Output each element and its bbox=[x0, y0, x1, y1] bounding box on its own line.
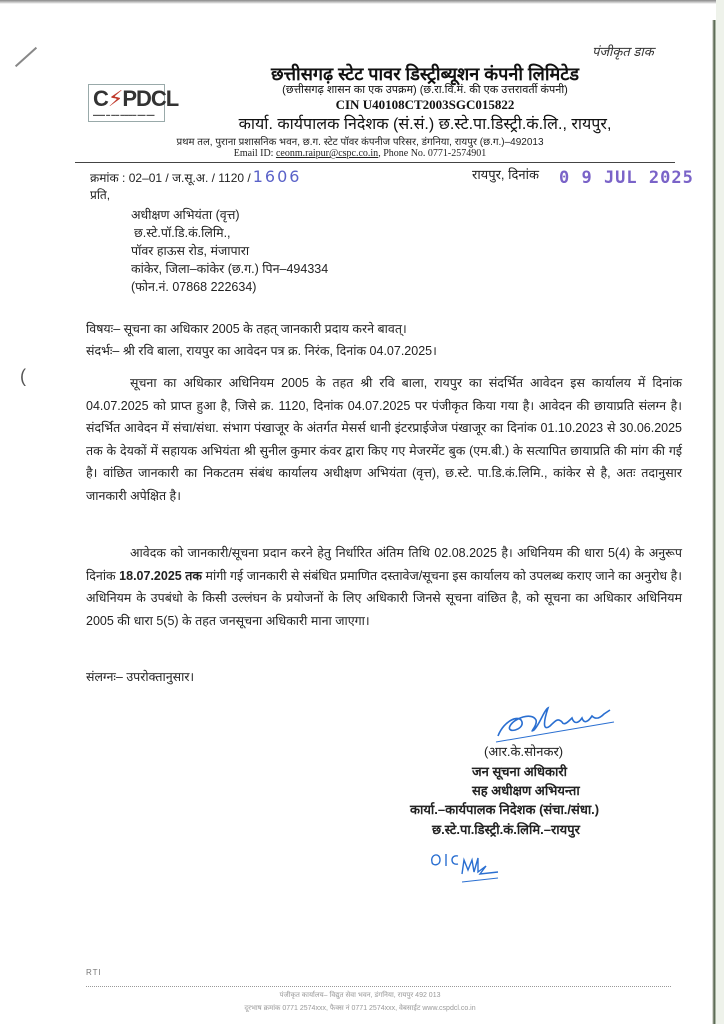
office-address: प्रथम तल, पुराना प्रशासनिक भवन, छ.ग. स्टेट पॉवर कंपनीज परिसर, डंगनिया, रायपुर (छ.ग.)–492013 bbox=[176, 137, 544, 148]
office-name: कार्या. कार्यपालक निदेशक (सं.सं.) छ.स्टे.पा.डिस्ट्री.कं.लि., रायपुर, bbox=[238, 116, 612, 133]
recipient-line: छ.स्टे.पॉ.डि.कं.लिमि., bbox=[134, 226, 231, 240]
bolt-icon: ⚡ bbox=[107, 86, 123, 111]
margin-bracket-mark: ( bbox=[20, 366, 26, 386]
to-label: प्रति, bbox=[90, 188, 111, 202]
header-divider bbox=[75, 162, 675, 163]
body-paragraph-1: सूचना का अधिकार अधिनियम 2005 के तहत श्री रवि बाला, रायपुर का संदर्भित आवेदन इस कार्यालय में दिनांक 04.07.2025 को प्राप्त हुआ है, जिसे क्र. 1120, दिनांक 04.07.2025 पर पंजीकृत किया गया है। आवेदन की छायाप्रति संलग्न है। संदर्भित आवेदन में संचा/संधा. संभाग पंखाजूर के अंतर्गत मेसर्स धानी इंटरप्राईजेज पंखाजूर का दिनांक 01.10.2023 से 30.06.2025 तक के देयकों में सहायक अभियंता श्री सुनील कुमार कंवर द्वारा किए गए मेजरमेंट बुक (एम.बी.) के सत्यापित छायाप्रति की मांग की गई है। वांछित जानकारी का निकटतम संबंध कार्यालय अधीक्षण अभियंता (वृत्त), छ.स्टे. पा.डि.कं.लिमि., कांकेर से है, अतः तदानुसार जानकारी अपेक्षित है। bbox=[86, 376, 682, 503]
reference-number: क्रमांक : 02–01 / ज.सू.अ. / 1120 / 1606 bbox=[90, 167, 302, 186]
registered-post-label: पंजीकृत डाक bbox=[592, 44, 654, 59]
signatory-designation: जन सूचना अधिकारी bbox=[472, 764, 568, 779]
footer-tag: RTI bbox=[86, 968, 102, 977]
handwritten-note bbox=[428, 848, 508, 888]
recipient-line: पॉवर हाऊस रोड, मंजापारा bbox=[131, 244, 250, 258]
date-stamp: 0 9 JUL 2025 bbox=[559, 168, 694, 188]
email-link[interactable]: ceonm.raipur@cspc.co.in bbox=[275, 148, 379, 159]
company-subtitle: (छत्तीसगढ़ शासन का एक उपक्रम) (छ.रा.वि.मं. की एक उत्तरावर्ती कंपनी) bbox=[282, 84, 568, 96]
footer-line-1: पंजीकृत कार्यालय– विद्युत सेवा भवन, डंगनिया, रायपुर 492 013 bbox=[279, 992, 441, 999]
signatory-designation-2: सह अधीक्षण अभियन्ता bbox=[472, 783, 580, 798]
company-name: छत्तीसगढ़ स्टेट पावर डिस्ट्रीब्यूशन कंपनी लिमिटेड bbox=[271, 64, 579, 84]
scan-top-edge bbox=[0, 0, 724, 4]
scan-right-margin bbox=[716, 0, 724, 1024]
company-cin: CIN U40108CT2003SGC015822 bbox=[335, 97, 515, 112]
logo-tagline: ▬▬▬ ▬ ▬▬ ▬▬▬▬ ▬▬ ▬▬ bbox=[93, 112, 155, 117]
signatory-office: कार्या.–कार्यपालक निदेशक (संचा./संधा.) bbox=[410, 802, 600, 817]
signatory-name: (आर.के.सोनकर) bbox=[484, 744, 564, 759]
footer-line-2: दूरभाष क्रमांक 0771 2574xxx, फैक्स नं 0771 2574xxx, वेबसाईट www.cspdcl.co.in bbox=[244, 1005, 476, 1012]
footer-divider bbox=[86, 986, 671, 987]
scan-right-edge bbox=[712, 20, 716, 1024]
recipient-line: कांकेर, जिला–कांकेर (छ.ग.) पिन–494334 bbox=[131, 262, 329, 276]
signatory-company: छ.स्टे.पा.डिस्ट्री.कं.लिमि.–रायपुर bbox=[432, 822, 580, 837]
body-paragraph-2: आवेदक को जानकारी/सूचना प्रदान करने हेतु निर्धारित अंतिम तिथि 02.08.2025 है। अधिनियम की धारा 5(4) के अनुरूप दिनांक 18.07.2025 तक मांगी गई जानकारी से संबंधित प्रमाणित दस्तावेज/सूचना इस कार्यालय को उपलब्ध कराए जाने का अनुरोध है। अधिनियम के उपबंधो के किसी उल्लंघन के प्रयोजनों के लिए अधिकारी जिनसे सूचना वांछित है, को सूचना का अधिकार अधिनियम 2005 की धारा 5(5) के तहत जनसूचना अधिकारी माना जाएगा। bbox=[86, 546, 683, 628]
cspdcl-logo bbox=[88, 84, 179, 122]
enclosure-line: संलग्नः– उपरोक्तानुसार। bbox=[86, 670, 195, 684]
logo-wordmark: C⚡PDCL bbox=[93, 86, 179, 111]
city-date-label: रायपुर, दिनांक bbox=[472, 167, 539, 182]
reference-line: संदर्भः– श्री रवि बाला, रायपुर का आवेदन पत्र क्र. निरंक, दिनांक 04.07.2025। bbox=[86, 344, 437, 358]
contact-line: Email ID: ceonm.raipur@cspc.co.in, Phone No. 0771-2574901 bbox=[233, 148, 487, 159]
margin-pen-mark bbox=[15, 47, 37, 67]
recipient-line: अधीक्षण अभियंता (वृत्त) bbox=[131, 208, 240, 222]
subject-line: विषयः– सूचना का अधिकार 2005 के तहत् जानकारी प्रदाय करने बावत्। bbox=[86, 322, 407, 336]
handwritten-number: 1606 bbox=[252, 167, 302, 186]
signature-image bbox=[492, 700, 622, 745]
recipient-line: (फोन.नं. 07868 222634) bbox=[131, 280, 257, 294]
deadline-date: 18.07.2025 तक bbox=[119, 568, 202, 583]
